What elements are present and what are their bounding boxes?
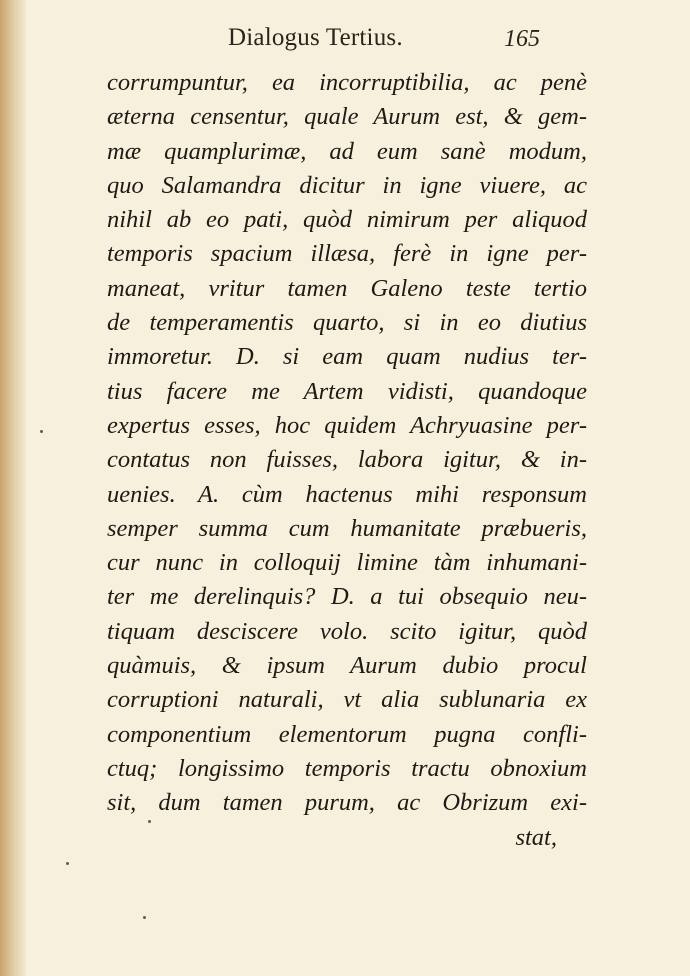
text-line: corrumpuntur, ea incorruptibilia, ac penè (107, 69, 587, 96)
paper-speck (66, 862, 69, 865)
text-line: quo Salamandra dicitur in igne viuere, ac (107, 171, 587, 199)
text-line: tiquam desciscere volo. scito igitur, quòd (107, 617, 587, 645)
text-line: æterna censentur, quale Aurum est, & gem- (107, 103, 587, 131)
paper-speck (148, 820, 151, 823)
text-line: cur nunc in colloquij limine tàm inhumani- (107, 549, 587, 577)
text-line: ter me derelinquis? D. a tui obsequio neu- (107, 583, 587, 611)
page-number: 165 (504, 26, 540, 52)
text-line: de temperamentis quarto, si in eo diutius (107, 309, 587, 337)
page-gutter-shadow (0, 0, 26, 976)
catchword: stat, (515, 823, 557, 851)
paper-speck (143, 916, 146, 919)
text-line: nihil ab eo pati, quòd nimirum per aliquod (107, 206, 587, 234)
text-line: corruptioni naturali, vt alia sublunaria ex (107, 686, 587, 714)
page-header (0, 22, 690, 62)
text-line: ctuq; longissimo temporis tractu obnoxium (107, 754, 587, 782)
text-line: tius facere me Artem vidisti, quandoque (107, 377, 587, 405)
text-line: uenies. A. cùm hactenus mihi responsum (107, 480, 587, 508)
text-line: quàmuis, & ipsum Aurum dubio procul (107, 652, 587, 680)
text-line: maneat, vritur tamen Galeno teste tertio (107, 274, 587, 302)
text-line: expertus esses, hoc quidem Achryuasine per- (107, 411, 587, 439)
running-head: Dialogus Tertius. (228, 24, 403, 51)
text-line: contatus non fuisses, labora igitur, & in- (107, 446, 587, 474)
text-line: sit, dum tamen purum, ac Obrizum exi- (107, 789, 587, 817)
text-line: componentium elementorum pugna confli- (107, 720, 587, 748)
text-line: mæ quamplurimæ, ad eum sanè modum, (107, 137, 587, 165)
text-line: immoretur. D. si eam quam nudius ter- (107, 343, 587, 371)
paper-speck (40, 430, 43, 433)
body-text (107, 66, 587, 855)
text-line: temporis spacium illæsa, ferè in igne per- (107, 240, 587, 268)
text-line: semper summa cum humanitate præbueris, (107, 514, 587, 542)
